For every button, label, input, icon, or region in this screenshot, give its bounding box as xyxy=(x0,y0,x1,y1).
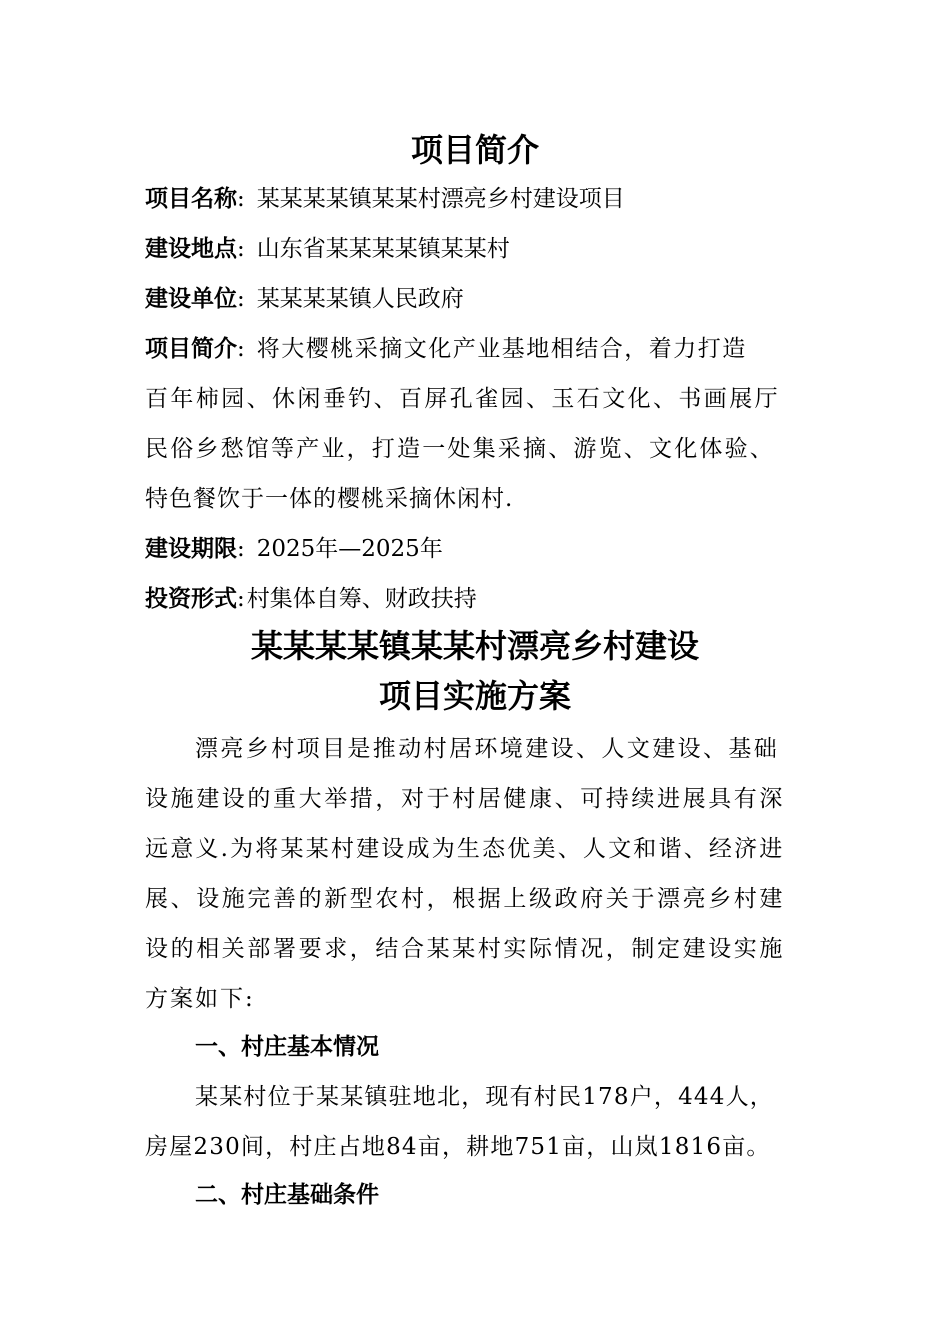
field-investment xyxy=(145,584,477,614)
section1-line: 某某村位于某某镇驻地北，现有村民178户，444人， xyxy=(195,1084,774,1110)
summary-line: 百年柿园、休闲垂钓、百屏孔雀园、玉石文化、书画展厅 xyxy=(145,386,780,412)
plan-paragraph-line: 设的相关部署要求，结合某某村实际情况，制定建设实施 xyxy=(145,936,785,962)
plan-title-line2: 项目实施方案 xyxy=(378,677,571,715)
summary-line: 将大樱桃采摘文化产业基地相结合，着力打造 xyxy=(256,336,747,362)
section-heading-1: 一、村庄基本情况 xyxy=(195,1034,379,1060)
field-value: 村集体自筹、财政扶持 xyxy=(246,586,477,612)
field-label: 建设单位 xyxy=(145,286,237,312)
plan-paragraph-line: 设施建设的重大举措，对于村居健康、可持续进展具有深 xyxy=(145,786,785,812)
plan-paragraph-line: 展、设施完善的新型农村，根据上级政府关于漂亮乡村建 xyxy=(145,886,785,912)
field-label: 项目简介 xyxy=(145,336,237,362)
field-label: 项目名称 xyxy=(145,186,237,212)
field-unit xyxy=(145,284,464,314)
field-summary xyxy=(145,334,747,364)
field-label: 投资形式 xyxy=(145,586,237,612)
field-value: 某某某某镇某某村漂亮乡村建设项目 xyxy=(256,186,625,212)
plan-paragraph-line: 漂亮乡村项目是推动村居环境建设、人文建设、基础 xyxy=(195,736,780,762)
plan-paragraph-line: 方案如下: xyxy=(145,986,255,1012)
field-label: 建设地点 xyxy=(145,236,237,262)
field-separator: : xyxy=(237,236,245,262)
summary-line: 民俗乡愁馆等产业，打造一处集采摘、游览、文化体验、 xyxy=(145,436,775,462)
field-value: 某某某某镇人民政府 xyxy=(256,286,464,312)
plan-paragraph-line: 远意义.为将某某村建设成为生态优美、人文和谐、经济进 xyxy=(145,836,785,862)
field-separator: : xyxy=(237,336,245,362)
plan-title-line1: 某某某某镇某某村漂亮乡村建设 xyxy=(250,627,699,665)
section1-line: 房屋230间，村庄占地84亩，耕地751亩，山岚1816亩。 xyxy=(145,1134,771,1160)
field-value: 山东省某某某某镇某某村 xyxy=(256,236,510,262)
intro-title: 项目简介 xyxy=(410,131,539,169)
section-heading-2: 二、村庄基础条件 xyxy=(195,1182,379,1208)
field-separator: : xyxy=(237,586,245,612)
summary-line: 特色餐饮于一体的樱桃采摘休闲村. xyxy=(145,486,514,512)
field-separator: : xyxy=(237,536,245,562)
field-period xyxy=(145,534,443,564)
field-value: 2025年—2025年 xyxy=(256,536,443,562)
field-separator: : xyxy=(237,286,245,312)
field-separator: : xyxy=(237,186,245,212)
field-location xyxy=(145,234,510,264)
field-project-name xyxy=(145,184,625,214)
field-label: 建设期限 xyxy=(145,536,237,562)
